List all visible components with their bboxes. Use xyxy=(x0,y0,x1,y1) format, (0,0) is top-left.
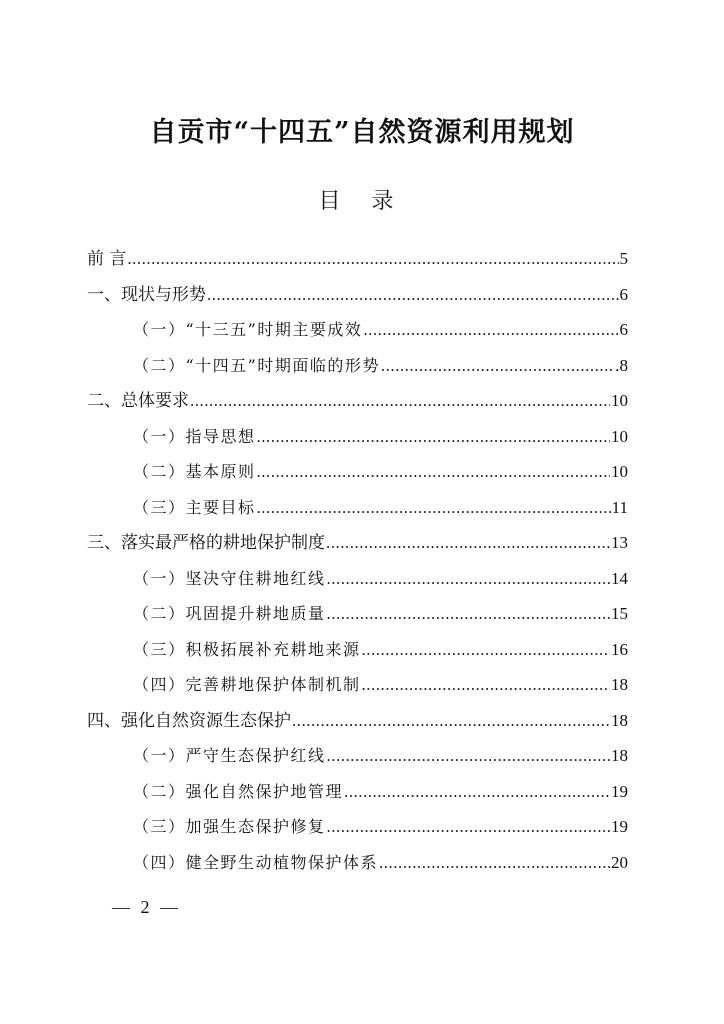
toc-subsection-entry[interactable] xyxy=(87,632,628,668)
toc-dot-leader xyxy=(207,277,619,313)
toc-entry-label: 三、落实最严格的耕地保护制度 xyxy=(87,533,325,553)
toc-subsection-entry[interactable] xyxy=(87,738,628,774)
toc-dot-leader xyxy=(344,774,610,810)
toc-entry-page: .8 xyxy=(615,355,628,375)
toc-entry-label: 前 言 xyxy=(87,249,127,269)
toc-subsection-entry[interactable] xyxy=(87,348,628,384)
toc-section-entry[interactable] xyxy=(87,383,628,419)
toc-entry-page: 6 xyxy=(619,284,628,304)
toc-entry-label: （四）完善耕地保护体制机制 xyxy=(133,675,361,694)
toc-dot-leader xyxy=(362,667,610,703)
toc-dot-leader xyxy=(190,383,610,419)
toc-entry-page: 18 xyxy=(611,675,628,694)
toc-dot-leader xyxy=(363,312,618,348)
toc-entry-page: 11 xyxy=(611,497,628,517)
toc-subsection-entry[interactable] xyxy=(87,845,628,881)
toc-subsection-entry[interactable] xyxy=(87,490,628,526)
toc-entry-label: （四）健全野生动植物保护体系 xyxy=(133,852,379,872)
toc-dot-leader xyxy=(257,454,610,490)
toc-entry-label: 四、强化自然资源生态保护 xyxy=(87,710,291,731)
toc-entry-label: （二）“十四五”时期面临的形势 xyxy=(133,355,380,375)
toc-entry-page: 16 xyxy=(611,639,628,659)
table-of-contents xyxy=(87,241,628,880)
toc-entry-label: （一）指导思想 xyxy=(133,426,256,446)
toc-dot-leader xyxy=(362,632,610,668)
toc-entry-page: 6 xyxy=(619,320,628,339)
toc-entry-label: （二）巩固提升耕地质量 xyxy=(133,604,326,623)
toc-entry-label: （一）严守生态保护红线 xyxy=(133,746,326,765)
toc-entry-label: （三）积极拓展补充耕地来源 xyxy=(133,639,361,659)
toc-entry-page: 18 xyxy=(611,710,628,730)
toc-dot-leader xyxy=(257,490,611,526)
toc-entry-label: （一）坚决守住耕地红线 xyxy=(133,568,326,588)
toc-dot-leader xyxy=(292,703,610,739)
toc-section-entry[interactable] xyxy=(87,241,628,277)
toc-section-entry[interactable] xyxy=(87,277,628,313)
toc-subsection-entry[interactable] xyxy=(87,454,628,490)
toc-section-entry[interactable] xyxy=(87,703,628,739)
toc-entry-page: 18 xyxy=(611,746,628,765)
toc-subsection-entry[interactable] xyxy=(87,596,628,632)
toc-entry-label: （二）基本原则 xyxy=(133,462,256,481)
toc-entry-page: 19 xyxy=(611,781,628,801)
toc-dot-leader xyxy=(327,561,610,597)
toc-dot-leader xyxy=(127,241,618,277)
toc-entry-page: 14 xyxy=(611,568,628,588)
page-number: — 2 — xyxy=(112,897,181,917)
toc-subsection-entry[interactable] xyxy=(87,809,628,845)
toc-entry-label: 一、现状与形势 xyxy=(87,284,206,305)
toc-entry-page: 5 xyxy=(619,249,628,268)
toc-entry-page: 10 xyxy=(611,426,628,446)
toc-entry-page: 19 xyxy=(611,817,628,836)
toc-subsection-entry[interactable] xyxy=(87,312,628,348)
toc-entry-page: 10 xyxy=(611,391,628,410)
toc-dot-leader xyxy=(379,845,610,881)
toc-dot-leader xyxy=(327,596,610,632)
toc-entry-label: （三）主要目标 xyxy=(133,497,256,517)
document-title: 自贡市“十四五”自然资源利用规划 xyxy=(149,117,575,148)
toc-subsection-entry[interactable] xyxy=(87,667,628,703)
toc-entry-label: （一）“十三五”时期主要成效 xyxy=(133,320,363,339)
toc-entry-label: （二）强化自然保护地管理 xyxy=(133,781,344,801)
toc-entry-label: （三）加强生态保护修复 xyxy=(133,817,326,836)
toc-entry-page: 20 xyxy=(611,852,628,872)
toc-dot-leader xyxy=(257,419,610,455)
toc-entry-page: 10 xyxy=(611,462,628,481)
toc-dot-leader xyxy=(327,738,610,774)
toc-dot-leader xyxy=(381,348,614,384)
toc-section-entry[interactable] xyxy=(87,525,628,561)
toc-subsection-entry[interactable] xyxy=(87,419,628,455)
toc-subsection-entry[interactable] xyxy=(87,774,628,810)
toc-dot-leader xyxy=(326,525,610,561)
toc-entry-label: 二、总体要求 xyxy=(87,391,189,411)
toc-heading: 目 录 xyxy=(318,189,406,214)
toc-entry-page: 13 xyxy=(611,533,628,552)
toc-entry-page: 15 xyxy=(611,604,628,623)
toc-subsection-entry[interactable] xyxy=(87,561,628,597)
toc-dot-leader xyxy=(327,809,610,845)
